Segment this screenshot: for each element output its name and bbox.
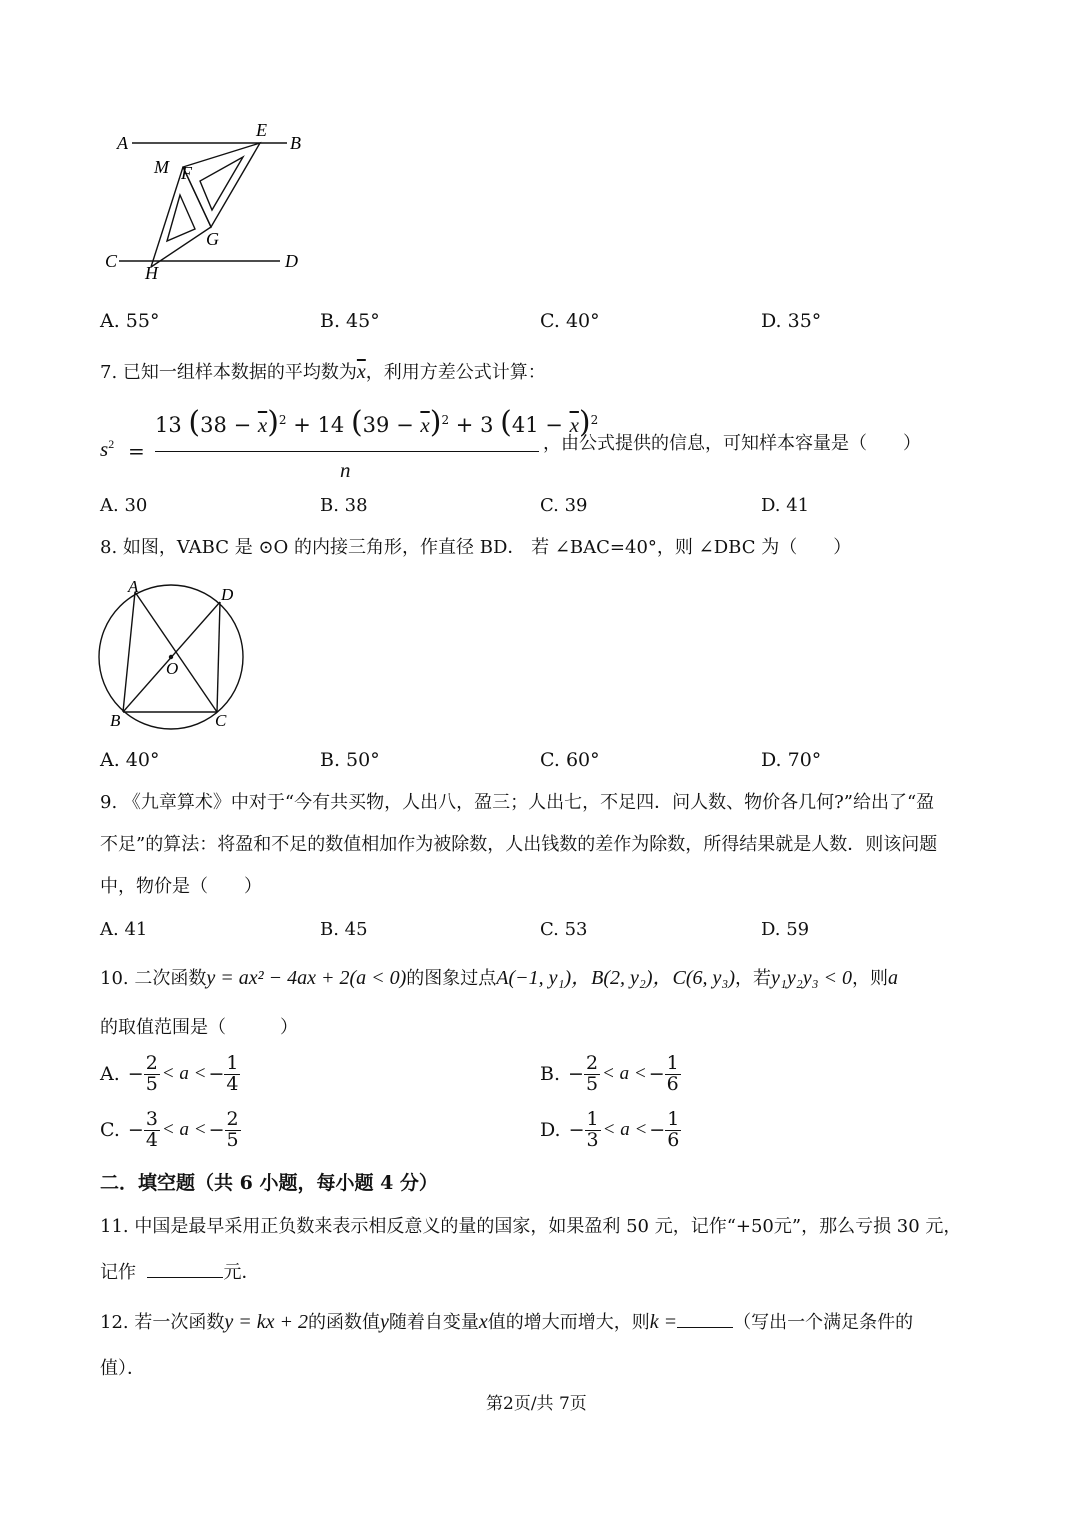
q8-option-a[interactable]: A. 40° — [100, 749, 160, 771]
q7-option-c[interactable]: C. 39 — [540, 495, 588, 516]
q6-option-d[interactable]: D. 35° — [761, 310, 822, 332]
q12-line-1: 12. 若一次函数y = kx + 2的函数值y随着自变量x值的增大而增大，则k = （写出一个满足条件的 — [100, 1311, 914, 1333]
q9-line-3: 中，物价是（ ） — [100, 876, 262, 897]
q6-option-b[interactable]: B. 45° — [320, 310, 380, 332]
q12-function: y = kx + 2 — [224, 1311, 308, 1333]
label-D: D — [285, 251, 298, 271]
q10-option-b[interactable]: B. − $\frac{2}{5}$ < a < − $\frac{1}{6}$ — [540, 1052, 679, 1095]
q10-line-2: 的取值范围是（ ） — [100, 1017, 298, 1038]
q10-function: y = ax² − 4ax + 2(a < 0) — [206, 967, 407, 989]
q7-option-b[interactable]: B. 38 — [320, 495, 368, 516]
q11-answer-blank[interactable] — [147, 1261, 223, 1278]
label-G: G — [206, 229, 219, 249]
q8-stem: 8. 如图，VABC 是 ⊙O 的内接三角形，作直径 BD． 若 ∠BAC=40°，则 ∠DBC 为（ ） — [100, 537, 852, 558]
q10-option-c[interactable]: C. − $\frac{3}{4}$ < a < − $\frac{2}{5}$ — [100, 1108, 239, 1151]
label-C: C — [215, 711, 227, 730]
label-E: E — [256, 120, 267, 140]
formula-fraction-bar — [155, 451, 539, 452]
q8-option-d[interactable]: D. 70° — [761, 749, 822, 771]
label-M: M — [154, 157, 169, 177]
label-H: H — [145, 263, 158, 283]
q6-option-a[interactable]: A. 55° — [100, 310, 160, 332]
q10-points: A(−1, y₁)，B(2, y₂)，C(6, y₃) — [496, 967, 736, 989]
q12-answer-blank[interactable] — [677, 1311, 733, 1328]
q8-option-c[interactable]: C. 60° — [540, 749, 600, 771]
q10-option-a[interactable]: A. − $\frac{2}{5}$ < a < − $\frac{1}{4}$ — [100, 1052, 239, 1095]
q11-line-2: 记作 元． — [100, 1262, 260, 1283]
q9-option-a[interactable]: A. 41 — [100, 919, 148, 940]
q9-line-1: 9. 《九章算术》中对于“今有共买物，人出八，盈三；人出七，不足四．问人数、物价各几何?”给出了“盈 — [100, 792, 935, 813]
q7-option-a[interactable]: A. 30 — [100, 495, 148, 516]
q7-question-tail: ，由公式提供的信息，可知样本容量是（ ） — [543, 433, 921, 454]
label-C: C — [105, 251, 118, 271]
section-heading: 二．填空题（共 6 小题，每小题 4 分） — [100, 1172, 438, 1194]
q9-line-2: 不足”的算法：将盈和不足的数值相加作为被除数，人出钱数的差作为除数，所得结果就是人数．则该问题 — [100, 834, 938, 855]
label-B: B — [290, 133, 301, 153]
mean-x: $\overline{x}$ — [356, 361, 366, 383]
label-B: B — [110, 711, 121, 730]
formula-lhs: $s^2$ — [100, 437, 115, 461]
figure-q8-circle — [90, 572, 255, 732]
q11-line-1: 11. 中国是最早采用正负数来表示相反意义的量的国家，如果盈利 50 元，记作“+50元”，那么亏损 30 元， — [100, 1216, 962, 1237]
q6-option-c[interactable]: C. 40° — [540, 310, 600, 332]
formula-denominator: n — [340, 458, 351, 482]
q10-condition: y₁y₂y₃ < 0 — [771, 967, 853, 989]
label-A: A — [117, 133, 128, 153]
q8-option-b[interactable]: B. 50° — [320, 749, 380, 771]
figure-q6-parallel-lines — [95, 115, 325, 290]
q7-formula: $s^2$ = 13 $(38 - \overline{x})^2 + 14$ $(39 - \overline{x})^2 + 3$ $(41 - \overline{x})^2$ n ，由公式提供的信息，可知样本容量是（ ） — [100, 405, 921, 482]
label-F: F — [181, 163, 192, 183]
q10-option-d[interactable]: D. − $\frac{1}{3}$ < a < − $\frac{1}{6}$ — [540, 1108, 680, 1151]
q7-option-d[interactable]: D. 41 — [761, 495, 810, 516]
page-number: 第2页/共 7页 — [486, 1394, 587, 1414]
q7-stem: 7. 已知一组样本数据的平均数为$\overline{x}$，利用方差公式计算： — [100, 361, 546, 383]
label-O: O — [166, 659, 179, 678]
q9-option-d[interactable]: D. 59 — [761, 919, 810, 940]
formula-numerator: 13 $(38 - \overline{x})^2 + 14$ $(39 - \overline{x})^2 + 3$ $(41 - \overline{x})^2$ — [155, 405, 599, 440]
label-D: D — [221, 585, 234, 604]
label-A: A — [128, 577, 139, 596]
q9-option-b[interactable]: B. 45 — [320, 919, 368, 940]
q10-line-1: 10. 二次函数y = ax² − 4ax + 2(a < 0)的图象过点A(−1, y₁)，B(2, y₂)，C(6, y₃)，若y₁y₂y₃ < 0，则a — [100, 967, 899, 989]
q12-line-2: 值）． — [100, 1358, 145, 1379]
q9-option-c[interactable]: C. 53 — [540, 919, 588, 940]
